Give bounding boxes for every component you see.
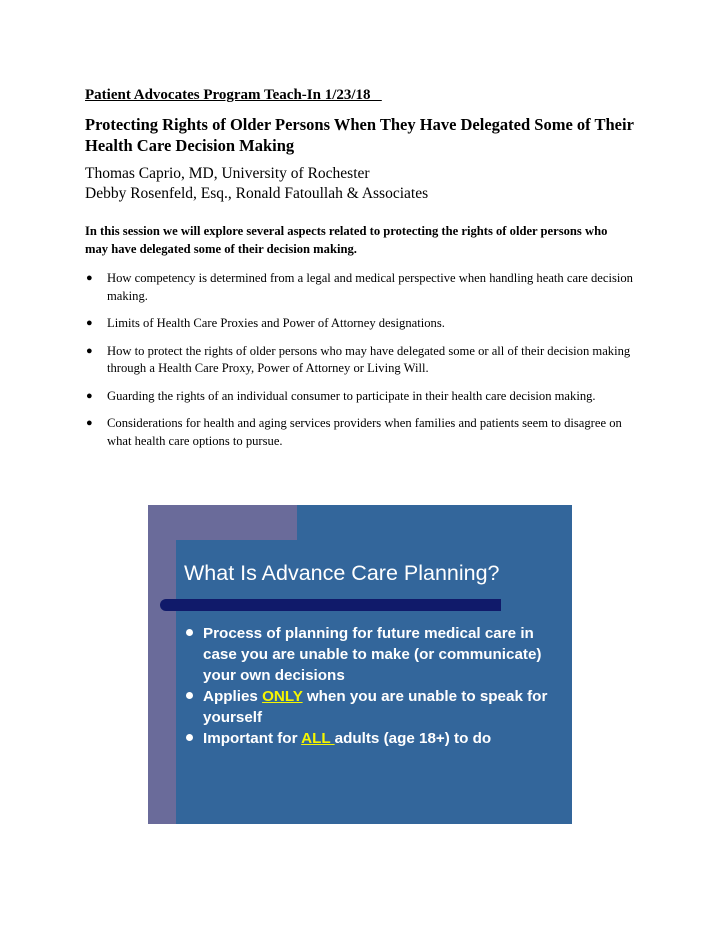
speaker-caprio: Thomas Caprio, MD, University of Rochester (85, 165, 370, 182)
slide-title-rule (160, 599, 501, 611)
topic-text: Guarding the rights of an individual consumer to participate in their health care decision making. (107, 388, 596, 403)
session-intro: In this session we will explore several aspects related to protecting the rights of older persons who may have delegated some of their decision making. (85, 224, 608, 256)
topic-item (85, 415, 635, 450)
topic-item (85, 343, 635, 378)
slide-highlight-only: ONLY (262, 688, 303, 705)
topic-text: Limits of Health Care Proxies and Power of Attorney designations. (107, 316, 445, 330)
bullet-dot-icon (186, 629, 193, 636)
slide-highlight-all: ALL (301, 730, 335, 747)
slide-side-bar (148, 505, 176, 824)
topic-item (85, 270, 635, 305)
bullet-dot-icon (186, 734, 193, 741)
bullet-icon: ● (86, 389, 93, 402)
slide-bullet (186, 623, 556, 686)
slide-corner-tab (148, 505, 297, 540)
slide-bullet (186, 728, 556, 749)
slide-bullet-text-post: adults (age 18+) to do (334, 730, 492, 747)
bullet-icon: ● (86, 344, 93, 357)
topic-text: How competency is determined from a legal and medical perspective when handling heath care decision making. (107, 271, 633, 303)
session-title: Protecting Rights of Older Persons When They Have Delegated Some of Their Health Care Decision Making (85, 115, 634, 155)
bullet-dot-icon (186, 692, 193, 699)
topic-list (85, 270, 635, 460)
slide-bullet-text: Process of planning for future medical care in case you are unable to make (or communicate) your own decisions (203, 625, 542, 684)
topic-text: How to protect the rights of older persons who may have delegated some or all of their decision making through a Health Care Proxy, Power of Attorney or Living Will. (107, 343, 631, 375)
bullet-icon: ● (86, 317, 93, 329)
slide-bullet-text-pre: Important for (203, 730, 302, 747)
slide-bullet (186, 686, 556, 728)
program-title: Patient Advocates Program Teach-In 1/23/18 (85, 87, 382, 103)
bullet-icon: ● (86, 272, 93, 284)
slide-bullet-text-pre: Applies (203, 688, 263, 705)
slide-title: What Is Advance Care Planning? (184, 561, 500, 585)
speaker-rosenfeld: Debby Rosenfeld, Esq., Ronald Fatoullah & Associates (85, 185, 429, 202)
bullet-icon: ● (86, 417, 93, 429)
topic-text: Considerations for health and aging services providers when families and patients seem to disagree on what health care options to pursue. (107, 416, 622, 448)
topic-item (85, 315, 635, 333)
slide-image (148, 505, 572, 824)
slide-bullet-list (186, 623, 556, 749)
slide-bullet-text-post: when you are unable to speak for yourself (203, 688, 548, 726)
topic-item (85, 388, 635, 406)
